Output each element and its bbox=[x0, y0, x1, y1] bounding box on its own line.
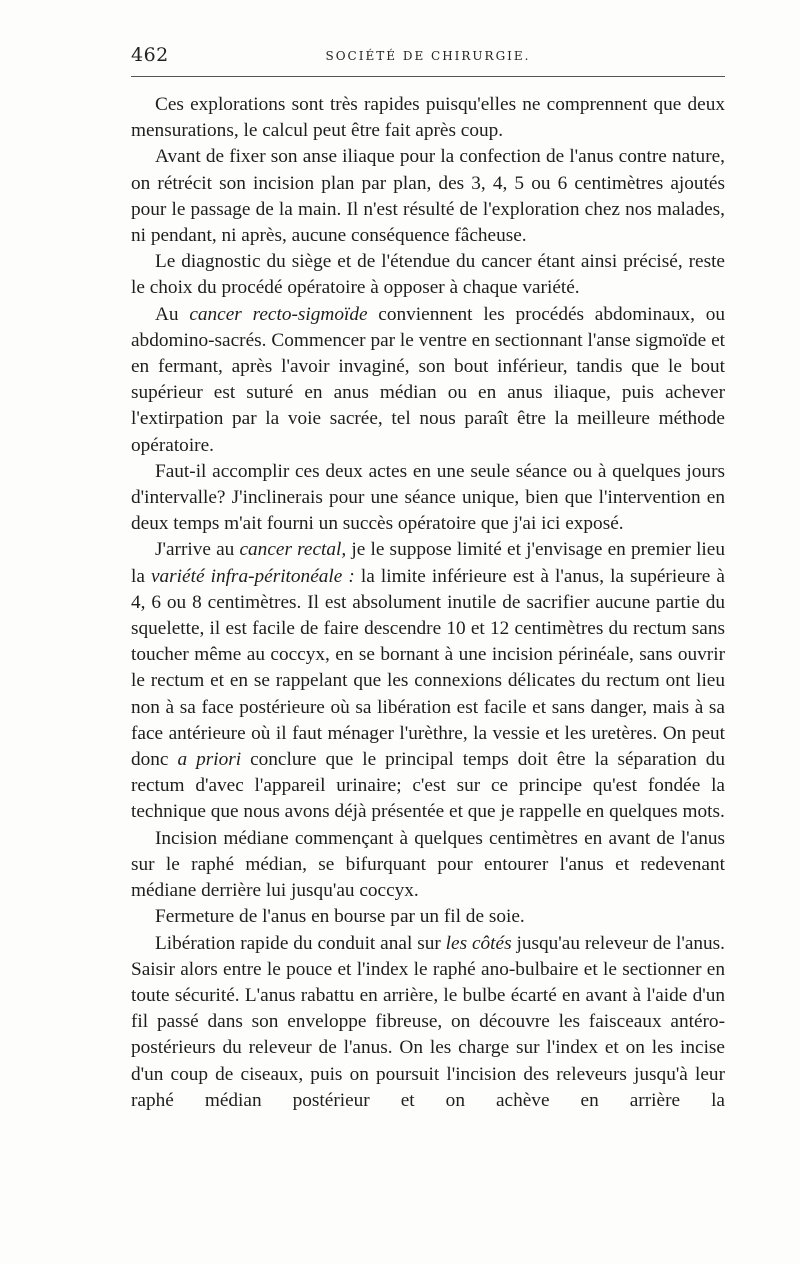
paragraph-diagnostic: Le diagnostic du siège et de l'étendue du cancer étant ainsi précisé, reste le choix du procédé opératoire à opposer à chaque variété. bbox=[131, 251, 725, 299]
paragraph-cancer-recto-sigmoide bbox=[131, 302, 725, 459]
paragraph-explorations: Ces explorations sont très rapides puisqu'elles ne comprennent que deux mensurations, le calcul peut être fait après coup. bbox=[131, 94, 725, 142]
text-run: conclure que le principal temps doit être la séparation du rectum d'avec l'appareil urinaire; c'est sur ce principe qu'est fondée la technique que nous avons déjà présentée et que je rappelle en quelques mots. bbox=[131, 749, 725, 823]
italic-term: cancer rectal, bbox=[239, 539, 347, 561]
text-run: conviennent les procédés abdominaux, ou abdomino-sacrés. Commencer par le ventre en sectionnant l'anse sigmoïde et en fermant, après l'avoir invaginé, son bout inférieur, tandis que le bout supérieur est suturé en anus médian ou en anus iliaque, puis achever l'extirpation par la voie sacrée, tel nous paraît être la meilleure méthode opératoire. bbox=[131, 303, 725, 456]
paragraph-liberation bbox=[131, 931, 725, 1114]
text-run: je le suppose limité et j'envisage en premier lieu la bbox=[131, 539, 725, 587]
text-run: Libération rapide du conduit anal sur bbox=[155, 932, 446, 954]
italic-term: les côtés bbox=[445, 932, 512, 954]
italic-term: variété infra-péritonéale : bbox=[150, 565, 355, 587]
text-run: la limite inférieure est à l'anus, la supérieure à 4, 6 ou 8 centimètres. Il est absolument inutile de sacrifier aucune partie du squelette, il est facile de faire descendre 10 et 12 centimètres du rectum sans toucher même au coccyx, en se bornant à une incision périnéale, sans ouvrir le rectum et en se rappelant que les connexions délicates du rectum ont lieu non à sa face postérieure où sa libération est facile et sans danger, mais à sa face antérieure où il faut ménager l'urèthre, la vessie et les uretères. On peut donc bbox=[131, 565, 725, 771]
italic-term: cancer recto-sigmoïde bbox=[189, 303, 368, 325]
text-run: Au bbox=[155, 303, 190, 325]
paragraph-seance-unique: Faut-il accomplir ces deux actes en une seule séance ou à quelques jours d'intervalle? J'inclinerais pour une séance unique, bien que l'intervention en deux temps m'ait fourni un succès opératoire que j'ai ici exposé. bbox=[131, 460, 725, 535]
page-header bbox=[131, 44, 725, 74]
paragraph-anse-iliaque: Avant de fixer son anse iliaque pour la confection de l'anus contre nature, on rétrécit son incision plan par plan, des 3, 4, 5 ou 6 centimètres ajoutés pour le passage de la main. Il n'est résulté de l'exploration chez nos malades, ni pendant, ni après, aucune conséquence fâcheuse. bbox=[131, 146, 725, 247]
running-title: SOCIÉTÉ DE CHIRURGIE. bbox=[325, 49, 531, 63]
header-rule bbox=[131, 76, 725, 77]
paragraph-fermeture-anus: Fermeture de l'anus en bourse par un fil de soie. bbox=[155, 906, 525, 928]
text-run: J'arrive au bbox=[155, 539, 240, 561]
text-run: jusqu'au releveur de l'anus. Saisir alors entre le pouce et l'index le raphé ano-bulbaire et le sectionner en toute sécurité. L'anus rabattu en arrière, le bulbe écarté en avant à l'aide d'un fil passé dans son enveloppe fibreuse, on découvre les faisceaux antéro-postérieurs du releveur de l'anus. On les charge sur l'index et on les incise d'un coup de ciseaux, puis on poursuit l'incision des releveurs jusqu'à leur raphé médian postérieur et on achève en arrière la bbox=[131, 932, 725, 1111]
paragraph-cancer-rectal bbox=[131, 537, 725, 825]
paragraph-incision-mediane: Incision médiane commençant à quelques centimètres en avant de l'anus sur le raphé médian, se bifurquant pour entourer l'anus et redevenant médiane derrière lui jusqu'au coccyx. bbox=[131, 827, 725, 902]
italic-term: a priori bbox=[177, 749, 242, 771]
body-text bbox=[131, 92, 725, 1114]
page-number: 462 bbox=[131, 44, 169, 66]
